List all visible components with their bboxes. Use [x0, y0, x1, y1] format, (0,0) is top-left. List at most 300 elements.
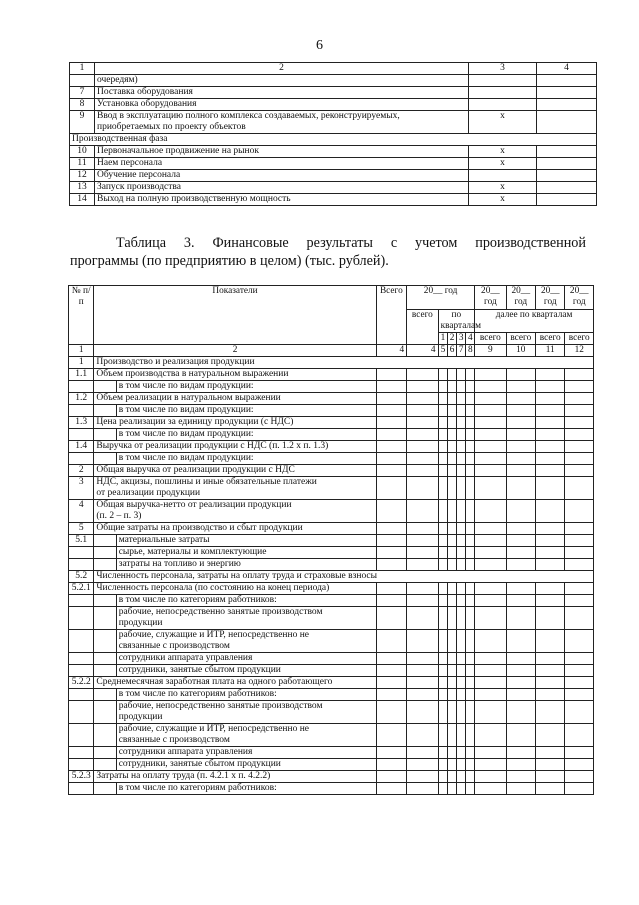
row-text-line: очередям): [97, 75, 138, 85]
value-cell: [536, 405, 565, 417]
row-text: [95, 87, 469, 99]
value-cell: [565, 701, 594, 724]
row-text-line: Установка оборудования: [97, 99, 197, 109]
row-number: 5.2.3: [69, 771, 94, 783]
indicator-line: Объем реализации в натуральном выражении: [96, 393, 281, 403]
row-number: 7: [70, 87, 95, 99]
value-cell: [376, 771, 406, 783]
value-cell: [407, 381, 438, 393]
value-cell: [565, 747, 594, 759]
row-empty: [537, 146, 597, 158]
indent-cell: [94, 747, 116, 759]
value-cell: [506, 523, 535, 535]
table-row: [70, 99, 597, 111]
row-text-line: приобретаемых по проекту объектов: [97, 122, 246, 132]
row-number: [69, 724, 94, 747]
value-cell: [565, 783, 594, 795]
colnum: 2: [94, 345, 376, 357]
value-cell: [407, 677, 438, 689]
colnum: 11: [536, 345, 565, 357]
indent-cell: [94, 607, 116, 630]
row-number: 8: [70, 99, 95, 111]
indent-cell: [94, 547, 116, 559]
header-cell: 2: [95, 63, 469, 75]
table-row: [69, 465, 594, 477]
header-cell: 3: [469, 63, 537, 75]
value-cell: [407, 393, 438, 405]
value-cell: [536, 369, 565, 381]
value-cell: [447, 771, 456, 783]
value-cell: [565, 771, 594, 783]
indicator-line: Общая выручка от реализации продукции с НДС: [96, 465, 295, 475]
colnum: 9: [475, 345, 506, 357]
row-number: [69, 759, 94, 771]
value-cell: [447, 653, 456, 665]
indicator-line: Затраты на оплату труда (п. 4.2.1 х п. 4.2.2): [96, 771, 271, 781]
value-cell: [465, 630, 474, 653]
header-quarter: 2: [447, 333, 456, 345]
value-cell: [465, 523, 474, 535]
table-row: [69, 677, 594, 689]
value-cell: [447, 369, 456, 381]
value-cell: [376, 559, 406, 571]
indicator-line: в том числе по видам продукции:: [118, 381, 254, 391]
value-cell: [447, 747, 456, 759]
row-empty: [537, 99, 597, 111]
value-cell: [506, 417, 535, 429]
value-cell: [565, 759, 594, 771]
value-cell: [565, 724, 594, 747]
value-cell: [438, 405, 447, 417]
table-row: [69, 583, 594, 595]
row-number: [69, 547, 94, 559]
value-cell: [506, 559, 535, 571]
value-cell: [438, 547, 447, 559]
row-indicator: [94, 393, 376, 405]
row-number: [69, 453, 94, 465]
header-vsego: всего: [407, 310, 438, 345]
row-number: 5.1: [69, 535, 94, 547]
value-cell: [447, 607, 456, 630]
table-row: [70, 75, 597, 87]
value-cell: [536, 665, 565, 677]
row-number: [69, 701, 94, 724]
value-cell: [536, 547, 565, 559]
value-cell: [506, 747, 535, 759]
value-cell: [475, 393, 506, 405]
value-cell: [456, 677, 465, 689]
value-cell: [506, 595, 535, 607]
header-total: Всего: [376, 286, 406, 345]
row-indicator: [116, 630, 376, 653]
value-cell: [438, 747, 447, 759]
row-number: [69, 747, 94, 759]
value-cell: [465, 677, 474, 689]
value-cell: [565, 535, 594, 547]
value-cell: [465, 759, 474, 771]
value-cell: [565, 381, 594, 393]
table-row: [69, 369, 594, 381]
value-cell: [447, 429, 456, 441]
value-cell: [465, 453, 474, 465]
value-cell: [465, 441, 474, 453]
value-cell: [465, 465, 474, 477]
row-text-line: Выход на полную производственную мощность: [97, 194, 291, 204]
value-cell: [438, 417, 447, 429]
table-row: [69, 701, 594, 724]
indicator-line: Объем производства в натуральном выражении: [96, 369, 289, 379]
value-cell: [465, 665, 474, 677]
value-cell: [447, 465, 456, 477]
value-cell: [447, 535, 456, 547]
table-row: [69, 665, 594, 677]
value-cell: [565, 393, 594, 405]
row-text-line: Обучение персонала: [97, 170, 181, 180]
row-indicator: [94, 369, 376, 381]
indent-cell: [94, 559, 116, 571]
row-indicator: [94, 465, 376, 477]
table-row: [69, 607, 594, 630]
value-cell: [447, 477, 456, 500]
indicator-line: Выручка от реализации продукции с НДС (п. 1.2 х п. 1.3): [96, 441, 329, 451]
row-mark: х: [469, 158, 537, 170]
value-cell: [376, 653, 406, 665]
value-cell: [475, 417, 506, 429]
value-cell: [376, 630, 406, 653]
table-row: [69, 559, 594, 571]
value-cell: [536, 523, 565, 535]
value-cell: [506, 500, 535, 523]
value-cell: [506, 630, 535, 653]
value-cell: [465, 771, 474, 783]
row-number: [69, 689, 94, 701]
value-cell: [447, 405, 456, 417]
indent-cell: [94, 653, 116, 665]
row-indicator: [116, 653, 376, 665]
value-cell: [456, 405, 465, 417]
indicator-line: рабочие, служащие и ИТР, непосредственно не: [118, 724, 310, 734]
value-cell: [447, 783, 456, 795]
indent-cell: [94, 701, 116, 724]
table-row: [69, 747, 594, 759]
value-cell: [447, 417, 456, 429]
value-cell: [465, 477, 474, 500]
value-cell: [536, 724, 565, 747]
value-cell: [465, 583, 474, 595]
value-cell: [536, 500, 565, 523]
colnum: 4: [376, 345, 406, 357]
value-cell: [447, 724, 456, 747]
header-vsego-col: всего: [475, 333, 506, 345]
colnum: 5: [438, 345, 447, 357]
value-cell: [376, 535, 406, 547]
colnum: 8: [465, 345, 474, 357]
value-cell: [465, 783, 474, 795]
table-row: [70, 158, 597, 170]
value-cell: [565, 677, 594, 689]
value-cell: [376, 665, 406, 677]
value-cell: [376, 783, 406, 795]
value-cell: [407, 747, 438, 759]
row-text: [95, 170, 469, 182]
value-cell: [506, 477, 535, 500]
row-number: 1: [69, 357, 94, 369]
header-vsego-col: всего: [565, 333, 594, 345]
colnum: 7: [456, 345, 465, 357]
value-cell: [465, 547, 474, 559]
value-cell: [506, 759, 535, 771]
table-row: [69, 453, 594, 465]
indicator-line: сырье, материалы и комплектующие: [118, 547, 267, 557]
row-number: 12: [70, 170, 95, 182]
value-cell: [475, 500, 506, 523]
value-cell: [506, 677, 535, 689]
value-cell: [407, 369, 438, 381]
row-number: [69, 405, 94, 417]
row-indicator: [116, 535, 376, 547]
header-vsego-col: всего: [506, 333, 535, 345]
row-indicator: [94, 357, 594, 369]
value-cell: [456, 607, 465, 630]
indicator-line: продукции: [118, 712, 163, 722]
row-number: 14: [70, 194, 95, 206]
row-indicator: [116, 547, 376, 559]
header-vsego-col: всего: [536, 333, 565, 345]
value-cell: [438, 630, 447, 653]
row-text: [95, 158, 469, 170]
value-cell: [456, 559, 465, 571]
value-cell: [536, 630, 565, 653]
value-cell: [475, 783, 506, 795]
value-cell: [506, 701, 535, 724]
row-text-line: Ввод в эксплуатацию полного комплекса создаваемых, реконструируемых,: [97, 111, 400, 121]
colnum: 10: [506, 345, 535, 357]
value-cell: [438, 771, 447, 783]
indent-cell: [94, 453, 116, 465]
value-cell: [506, 547, 535, 559]
table-row: [70, 87, 597, 99]
value-cell: [465, 653, 474, 665]
row-number: [69, 595, 94, 607]
value-cell: [407, 535, 438, 547]
colnum: 6: [447, 345, 456, 357]
value-cell: [456, 429, 465, 441]
value-cell: [536, 689, 565, 701]
table-row: [69, 393, 594, 405]
value-cell: [438, 665, 447, 677]
value-cell: [376, 607, 406, 630]
value-cell: [456, 689, 465, 701]
value-cell: [536, 381, 565, 393]
row-indicator: [116, 405, 376, 417]
value-cell: [475, 453, 506, 465]
value-cell: [456, 701, 465, 724]
indent-cell: [94, 689, 116, 701]
value-cell: [376, 523, 406, 535]
value-cell: [407, 771, 438, 783]
value-cell: [475, 595, 506, 607]
value-cell: [565, 417, 594, 429]
table-row: [69, 759, 594, 771]
value-cell: [447, 665, 456, 677]
value-cell: [438, 441, 447, 453]
indent-cell: [94, 759, 116, 771]
value-cell: [465, 607, 474, 630]
value-cell: [456, 595, 465, 607]
table-row: [69, 357, 594, 369]
row-indicator: [94, 583, 376, 595]
value-cell: [447, 500, 456, 523]
value-cell: [407, 607, 438, 630]
value-cell: [447, 689, 456, 701]
value-cell: [456, 535, 465, 547]
value-cell: [536, 653, 565, 665]
row-indicator: [116, 665, 376, 677]
indicator-line: сотрудники аппарата управления: [118, 747, 253, 757]
row-number: [69, 783, 94, 795]
table-row: [69, 571, 594, 583]
row-indicator: [116, 689, 376, 701]
value-cell: [438, 429, 447, 441]
row-text-line: Запуск производства: [97, 182, 181, 192]
indicator-line: Общие затраты на производство и сбыт продукции: [96, 523, 303, 533]
row-indicator: [116, 429, 376, 441]
value-cell: [506, 783, 535, 795]
row-number: [69, 607, 94, 630]
table-row: [69, 417, 594, 429]
indicator-line: связанные с производством: [118, 641, 230, 651]
row-empty: [537, 158, 597, 170]
value-cell: [407, 583, 438, 595]
value-cell: [536, 595, 565, 607]
row-mark: х: [469, 194, 537, 206]
value-cell: [376, 547, 406, 559]
indicator-line: материальные затраты: [118, 535, 210, 545]
value-cell: [565, 559, 594, 571]
row-indicator: [94, 523, 376, 535]
header-year-col: 20__ год: [565, 286, 594, 310]
value-cell: [465, 559, 474, 571]
header-indicators: Показатели: [94, 286, 376, 345]
value-cell: [456, 653, 465, 665]
indent-cell: [94, 595, 116, 607]
row-number: [69, 653, 94, 665]
value-cell: [447, 381, 456, 393]
table-row: [70, 194, 597, 206]
value-cell: [536, 677, 565, 689]
value-cell: [407, 523, 438, 535]
value-cell: [438, 583, 447, 595]
indicator-line: Производство и реализация продукции: [96, 357, 255, 367]
header-quarter: 1: [438, 333, 447, 345]
value-cell: [376, 701, 406, 724]
financial-results-table: [68, 285, 594, 795]
value-cell: [506, 653, 535, 665]
row-indicator: [94, 417, 376, 429]
row-mark: х: [469, 146, 537, 158]
indicator-line: Численность персонала (по состоянию на конец периода): [96, 583, 330, 593]
value-cell: [447, 677, 456, 689]
value-cell: [465, 689, 474, 701]
indent-cell: [94, 724, 116, 747]
indicator-line: Цена реализации за единицу продукции (с НДС): [96, 417, 294, 427]
row-indicator: [116, 559, 376, 571]
value-cell: [407, 783, 438, 795]
value-cell: [506, 465, 535, 477]
value-cell: [456, 724, 465, 747]
value-cell: [407, 405, 438, 417]
row-mark: [469, 87, 537, 99]
value-cell: [465, 429, 474, 441]
colnum: 4: [407, 345, 438, 357]
value-cell: [475, 523, 506, 535]
row-empty: [537, 194, 597, 206]
table-row: [69, 441, 594, 453]
row-indicator: [116, 595, 376, 607]
table-row: [69, 783, 594, 795]
value-cell: [407, 689, 438, 701]
value-cell: [376, 477, 406, 500]
value-cell: [438, 759, 447, 771]
value-cell: [376, 500, 406, 523]
value-cell: [456, 747, 465, 759]
row-indicator: [94, 771, 376, 783]
row-number: [70, 75, 95, 87]
indicator-line: Среднемесячная заработная плата на одного работающего: [96, 677, 333, 687]
value-cell: [376, 677, 406, 689]
value-cell: [465, 747, 474, 759]
row-text: [95, 194, 469, 206]
row-number: 13: [70, 182, 95, 194]
value-cell: [376, 689, 406, 701]
value-cell: [536, 759, 565, 771]
value-cell: [407, 595, 438, 607]
value-cell: [376, 429, 406, 441]
value-cell: [438, 477, 447, 500]
indicator-line: рабочие, служащие и ИТР, непосредственно не: [118, 630, 310, 640]
value-cell: [506, 405, 535, 417]
value-cell: [536, 393, 565, 405]
value-cell: [475, 535, 506, 547]
value-cell: [465, 595, 474, 607]
value-cell: [456, 771, 465, 783]
value-cell: [456, 381, 465, 393]
value-cell: [475, 441, 506, 453]
value-cell: [376, 747, 406, 759]
value-cell: [438, 500, 447, 523]
indicator-line: в том числе по категориям работников:: [118, 689, 277, 699]
value-cell: [438, 535, 447, 547]
value-cell: [536, 441, 565, 453]
value-cell: [407, 465, 438, 477]
table-row: [70, 170, 597, 182]
table-row: [69, 381, 594, 393]
indicator-line: сотрудники, занятые сбытом продукции: [118, 759, 281, 769]
value-cell: [376, 405, 406, 417]
row-number: 11: [70, 158, 95, 170]
value-cell: [456, 453, 465, 465]
value-cell: [407, 759, 438, 771]
row-number: [69, 559, 94, 571]
value-cell: [475, 771, 506, 783]
value-cell: [565, 405, 594, 417]
row-number: 5.2: [69, 571, 94, 583]
value-cell: [407, 630, 438, 653]
value-cell: [465, 369, 474, 381]
value-cell: [376, 369, 406, 381]
value-cell: [565, 607, 594, 630]
row-number: [69, 665, 94, 677]
